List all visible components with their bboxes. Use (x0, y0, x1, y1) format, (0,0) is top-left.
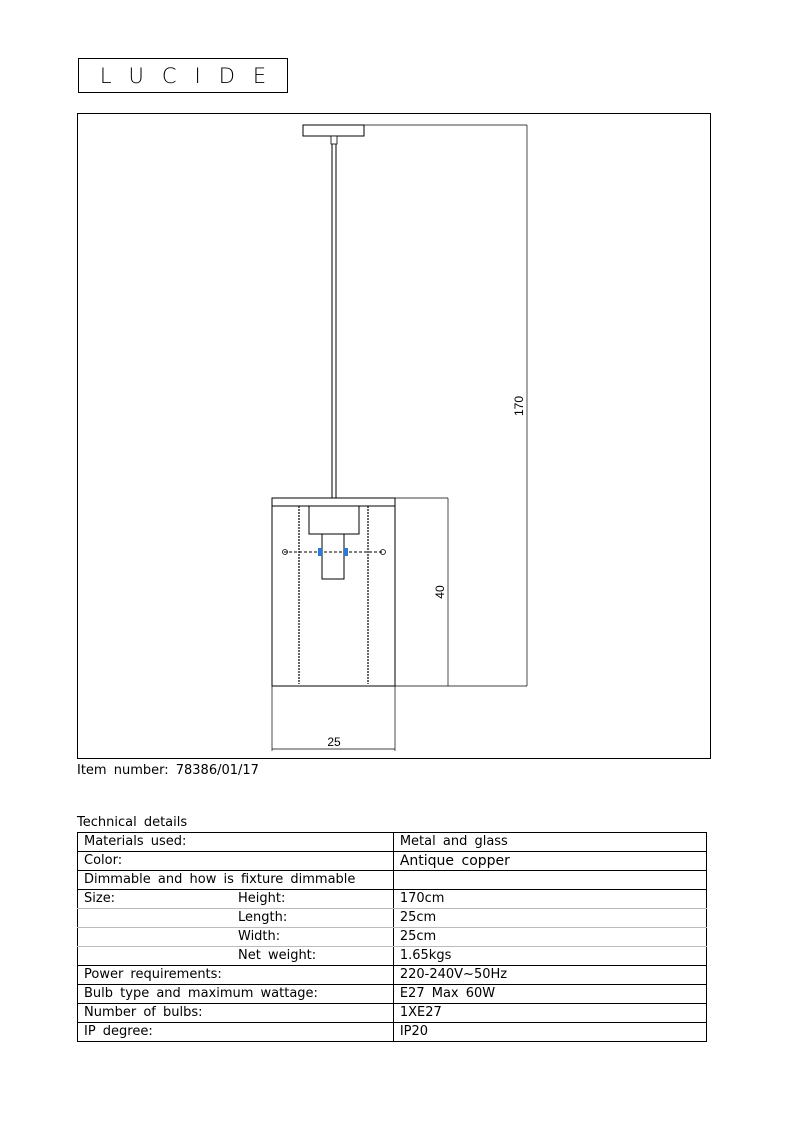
technical-drawing (77, 113, 711, 759)
dim-width-label: 25 (327, 735, 341, 749)
dim-height-label: 170 (512, 395, 526, 417)
row-sublabel: Net weight: (238, 948, 317, 963)
row-value: 25cm (393, 909, 706, 928)
row-label: Number of bulbs: (78, 1004, 394, 1023)
arm-clip-left (318, 548, 322, 556)
row-value: Antique copper (393, 852, 706, 871)
row-label: Bulb type and maximum wattage: (78, 985, 394, 1004)
table-row (78, 890, 707, 909)
row-value: Metal and glass (393, 833, 706, 852)
row-label: Size: (84, 891, 116, 906)
brand-logo-text: LUCIDE (99, 63, 285, 88)
item-number: Item number: 78386/01/17 (77, 763, 259, 778)
table-row (78, 1023, 707, 1042)
row-label: Materials used: (78, 833, 394, 852)
table-row (78, 909, 707, 928)
technical-details-title: Technical details (77, 815, 188, 830)
row-sublabel: Width: (238, 929, 281, 944)
row-label-group (78, 890, 394, 909)
row-label-group (78, 928, 394, 947)
row-value: E27 Max 60W (393, 985, 706, 1004)
brand-logo (78, 58, 288, 93)
table-row (78, 928, 707, 947)
row-value: 170cm (393, 890, 706, 909)
table-row (78, 1004, 707, 1023)
canopy-connector (331, 136, 337, 144)
technical-details-table (77, 832, 707, 1042)
row-label-group (78, 909, 394, 928)
row-label: Dimmable and how is fixture dimmable (78, 871, 394, 890)
arm-clip-right (344, 548, 348, 556)
pendant-lamp-drawing (78, 114, 712, 760)
row-sublabel: Length: (238, 910, 288, 925)
table-row (78, 985, 707, 1004)
row-label: Color: (78, 852, 394, 871)
row-value: 25cm (393, 928, 706, 947)
table-row (78, 833, 707, 852)
table-row (78, 966, 707, 985)
row-value: 1XE27 (393, 1004, 706, 1023)
row-value: 220-240V~50Hz (393, 966, 706, 985)
ceiling-canopy (303, 125, 364, 136)
row-value: IP20 (393, 1023, 706, 1042)
row-sublabel: Height: (238, 891, 286, 906)
inner-bracket (309, 506, 359, 534)
row-label-group (78, 947, 394, 966)
row-label: IP degree: (78, 1023, 394, 1042)
lamp-holder (322, 534, 344, 579)
table-row (78, 947, 707, 966)
row-value: 1.65kgs (393, 947, 706, 966)
row-value (393, 871, 706, 890)
table-row (78, 871, 707, 890)
shade-body (272, 506, 395, 686)
shade-top-plate (272, 498, 395, 506)
row-label: Power requirements: (78, 966, 394, 985)
dim-shade-label: 40 (433, 585, 447, 599)
table-row (78, 852, 707, 871)
